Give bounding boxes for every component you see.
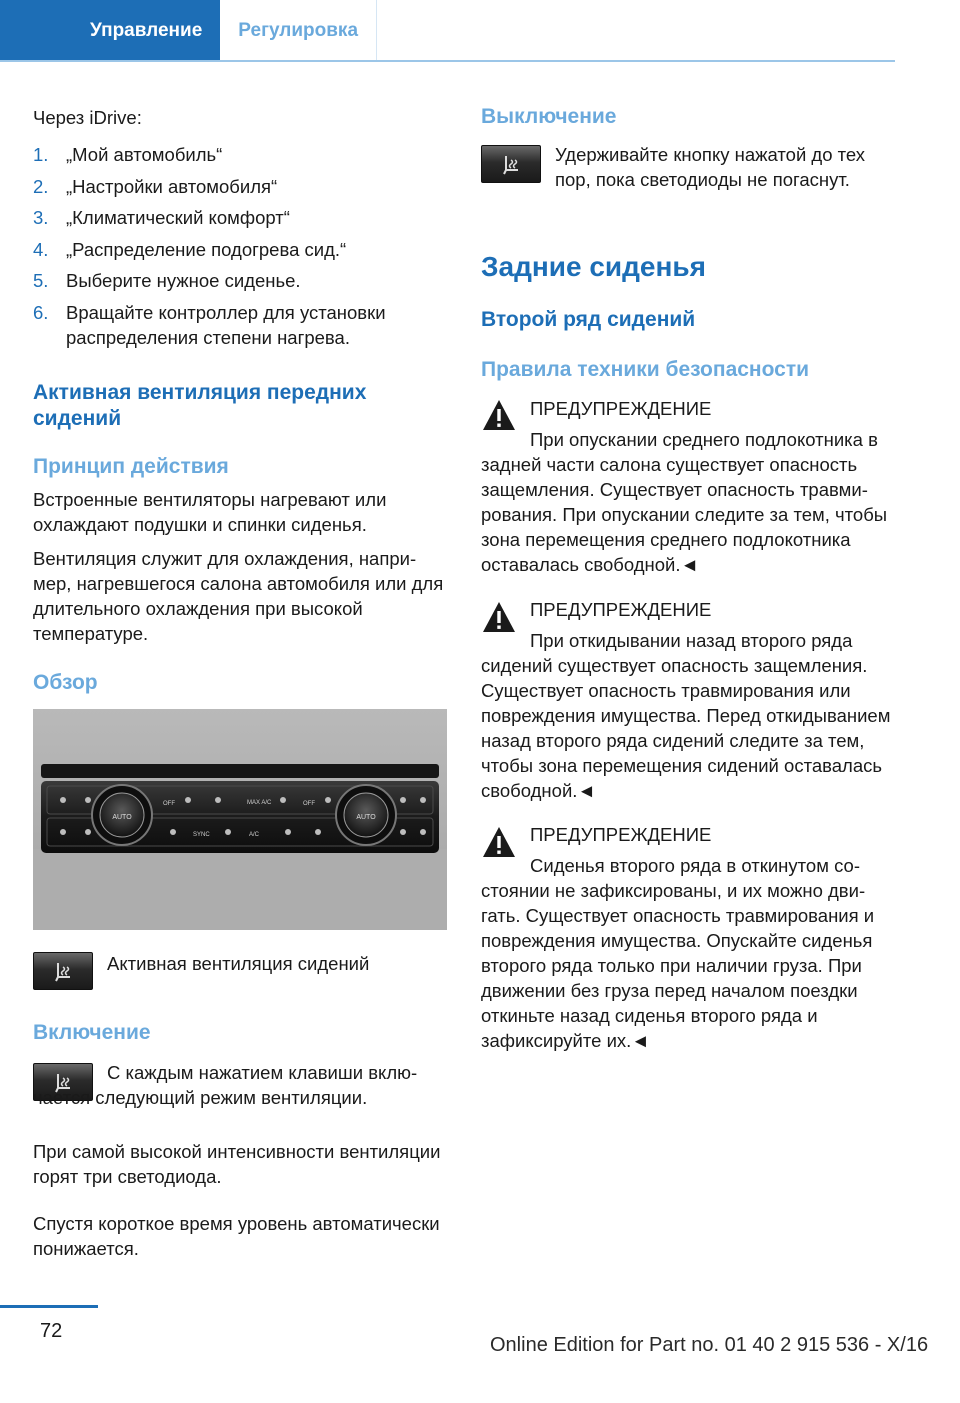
footer-divider bbox=[0, 1305, 98, 1308]
warning-text-2: При откидывании назад второго ряда сидений существует опасность защемления. Существует опасность травмирования или повреждения имущества. Перед откидыванием назад второго ряда сидений следите за тем, чтобы зона перемещения сидений оставалась свободной.◄ bbox=[481, 630, 891, 801]
step-text: „Распределение подогрева сид.“ bbox=[66, 238, 347, 260]
list-item bbox=[33, 205, 448, 230]
step-number: 4. bbox=[33, 238, 49, 260]
step-text: Вращайте контроллер для установки распределения степени нагрева. bbox=[66, 301, 386, 348]
max-ac-label: MAX A/C bbox=[247, 800, 272, 806]
step-number: 1. bbox=[33, 144, 49, 165]
steps-list bbox=[33, 142, 448, 356]
on-paragraph-2: При самой высокой интенсивности вентиляции горят три светодиода. bbox=[33, 1141, 441, 1187]
left-temperature-knob bbox=[92, 785, 152, 845]
heading-safety-rules: Правила техники безопасности bbox=[481, 358, 810, 381]
caption-row bbox=[33, 952, 448, 992]
right-temperature-knob bbox=[336, 785, 396, 845]
principle-paragraph-2: Вентиляция служит для охлаждения, например, нагревшегося салона автомобиля или для длительного охлаждения при высокой температуре. bbox=[33, 548, 444, 644]
step-number: 2. bbox=[33, 175, 49, 197]
off-label-right: OFF bbox=[303, 801, 315, 807]
off-label: OFF bbox=[163, 801, 175, 807]
seat-ventilation-button-icon bbox=[481, 145, 541, 183]
intro-text: Через iDrive: bbox=[33, 107, 142, 128]
header-tabs bbox=[0, 0, 377, 62]
seat-ventilation-button-icon bbox=[33, 952, 93, 990]
header-divider bbox=[0, 60, 895, 62]
list-item bbox=[33, 300, 448, 350]
warning-label: ПРЕДУПРЕЖДЕНИЕ bbox=[530, 824, 712, 845]
step-text: „Климатический комфорт“ bbox=[66, 207, 290, 228]
tab-regulirovka[interactable]: Регулировка bbox=[220, 0, 377, 62]
step-number: 6. bbox=[33, 301, 49, 323]
heading-active-ventilation: Активная вентиляция передних сидений bbox=[33, 381, 367, 430]
on-paragraph-3: Спустя короткое время уровень автоматически понижается. bbox=[33, 1213, 440, 1259]
warning-label: ПРЕДУПРЕЖДЕНИЕ bbox=[530, 398, 712, 419]
on-paragraph-1: С каждым нажатием клавиши включается следующий режим вентиляции. bbox=[33, 1062, 418, 1108]
icon-caption: Активная вентиляция сидений bbox=[107, 953, 370, 974]
tab-upravlenie[interactable]: Управление bbox=[0, 0, 220, 62]
sync-label: SYNC bbox=[193, 832, 210, 838]
list-item bbox=[33, 174, 448, 199]
heading-principle: Принцип действия bbox=[33, 455, 229, 478]
heading-off: Выключение bbox=[481, 105, 617, 128]
step-text: „Настройки автомобиля“ bbox=[66, 175, 278, 197]
list-item bbox=[33, 268, 448, 293]
step-number: 5. bbox=[33, 270, 49, 291]
warning-text-1: При опускании среднего подлокотника в задней части салона существует опасность защемления. Существует опасность травмирования. При опускании следите за тем, чтобы зона перемещения среднего подлокотника оставалась свободной.◄ bbox=[481, 429, 888, 575]
step-text: „Мой автомобиль“ bbox=[66, 144, 223, 165]
page-number: 72 bbox=[40, 1320, 63, 1342]
heading-on: Включение bbox=[33, 1021, 151, 1044]
heading-second-row: Второй ряд сидений bbox=[481, 308, 696, 331]
step-text: Выберите нужное сиденье. bbox=[66, 270, 301, 291]
auto-label-right: AUTO bbox=[356, 814, 376, 821]
ac-label: A/C bbox=[249, 832, 260, 838]
warning-label: ПРЕДУПРЕЖДЕНИЕ bbox=[530, 599, 712, 620]
auto-label-left: AUTO bbox=[112, 814, 132, 821]
principle-paragraph-1: Встроенные вентиляторы нагревают или охлаждают подушки и спинки сиденья. bbox=[33, 489, 387, 535]
list-item bbox=[33, 142, 448, 167]
step-number: 3. bbox=[33, 207, 49, 228]
heading-rear-seats: Задние сиденья bbox=[481, 251, 706, 282]
heading-overview: Обзор bbox=[33, 671, 98, 694]
off-paragraph: Удерживайте кнопку нажатой до тех пор, пока светодиоды не погаснут. bbox=[555, 144, 866, 190]
climate-control-panel-image bbox=[33, 709, 447, 930]
list-item bbox=[33, 237, 448, 262]
footer-edition-text: Online Edition for Part no. 01 40 2 915 536 - X/16 bbox=[490, 1334, 929, 1356]
warning-text-3: Сиденья второго ряда в откинутом состоянии не зафиксированы, и их можно двигать. Существует опасность травмирования и повреждения имущества. Опускайте сиденья второго ряда только при наличии груза. При движении без груза перед началом поездки откиньте назад сиденья второго ряда и зафиксируйте их.◄ bbox=[481, 855, 875, 1051]
